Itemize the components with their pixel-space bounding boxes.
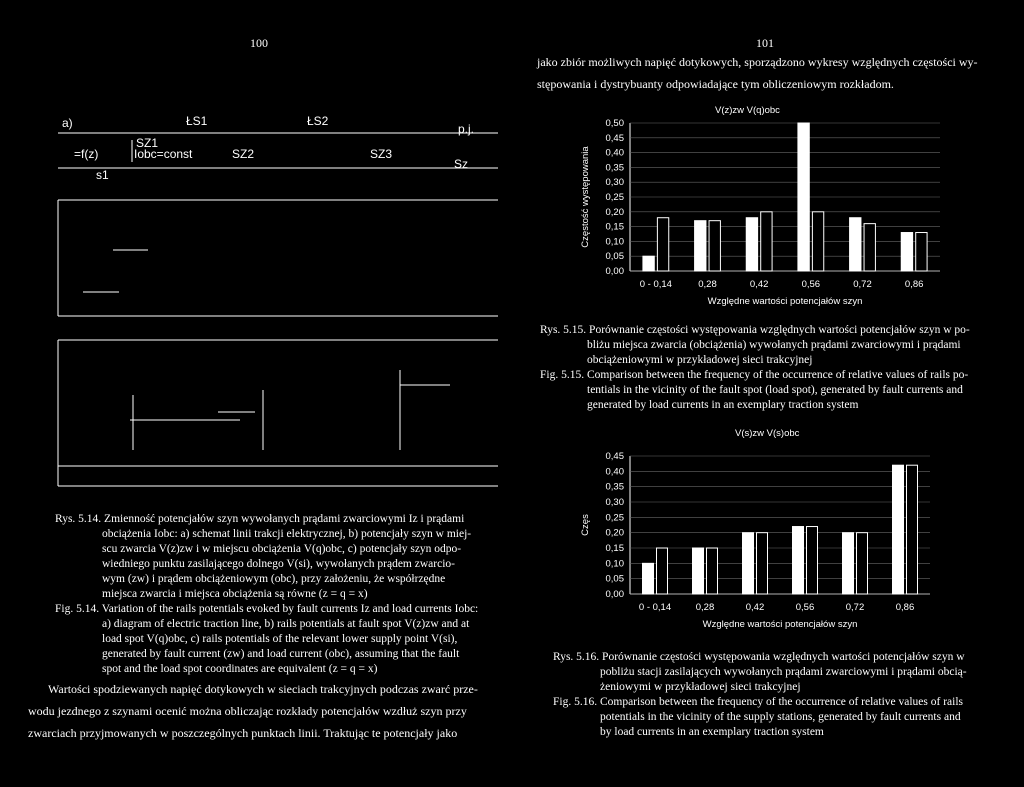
x-tick-label: 0,86 <box>904 279 924 290</box>
caption-fig-5-16: Rys. 5.16. Porównanie częstości występowania względnych wartości potencjałów szyn w pobliżu stacji zasilających wywołanych prądami zwarciowymi i prądami obcią- żeniowymi w przykładowej sieci trakcyjnej Fig. 5.16. Comparison between the frequency of the occurrence of relative values of rails potentials in the vicinity of the supply stations, generated by fault currents and by load currents in an exemplary traction system <box>553 651 967 738</box>
diagram-label-ls2: ŁS2 <box>307 114 329 128</box>
bar <box>807 527 818 594</box>
diagram-label-sz1: SZ1 <box>136 136 159 150</box>
caption-fig-5-14: Rys. 5.14. Zmienność potencjałów szyn wywołanych prądami zwarciowymi Iz i prądami obciążenia Iobc: a) schemat linii trakcji elektrycznej, b) potencjały szyn w miej- scu zwarcia V(z)zw i w miejscu obciążenia V(q)obc, c) potencjały szyn odpo- wiedniego punktu zasilającego dolnego V(si), wywołanych prądem zwarcio- wym (zw) i prądem obciążeniowym (obc), przy założeniu, że współrzędne miejsca zwarcia i miejsca obciążenia są równe (z = q = x) Fig. 5.14. Variation of the rails potentials evoked by fault currents Iz and load currents Iobc: a) diagram of electric traction line, b) rails potentials at fault spot V(z)zw and at load spot V(q)obc, c) rails potentials of the relevant lower supply point V(si), generated by fault current (zw) and load current (obc), assuming that the fault spot and the load spot coordinates are equivalent (z = q = x) <box>55 513 479 675</box>
diagram-label-iobc: Iobc=const <box>134 147 193 161</box>
diagram-label-a: a) <box>62 116 73 130</box>
y-tick-label: 0,15 <box>605 221 624 233</box>
y-tick-label: 0,25 <box>605 192 624 203</box>
legend: V(z)zw V(q)obc <box>715 105 780 116</box>
y-tick-label: 0,30 <box>605 497 624 508</box>
diagram-label-s1: s1 <box>96 168 109 182</box>
page-number-right: 101 <box>756 36 774 50</box>
x-tick-label: 0,72 <box>845 602 865 613</box>
x-tick-label: 0,28 <box>698 279 717 290</box>
y-tick-label: 0,35 <box>605 481 624 493</box>
x-axis-title: Względne wartości potencjałów szyn <box>707 296 863 307</box>
y-tick-label: 0,10 <box>605 558 624 570</box>
bar <box>843 533 854 594</box>
caption-fig-5-15: Rys. 5.15. Porównanie częstości występowania względnych wartości potencjałów szyn w po- bliżu miejsca zwarcia (obciążenia) wywołanych prądami zwarciowymi i prądami obciążeniowymi w przykładowej sieci trakcyjnej Fig. 5.15. Comparison between the frequency of the occurrence of relative values of rails po- tentials in the vicinity of the fault spot (load spot), generated by fault currents and generated by load currents in an exemplary traction system <box>540 324 970 411</box>
bar <box>757 533 768 594</box>
y-tick-label: 0,40 <box>605 147 624 159</box>
y-tick-label: 0,40 <box>605 466 624 478</box>
bar <box>743 533 754 594</box>
y-tick-label: 0,05 <box>605 573 624 585</box>
y-tick-label: 0,30 <box>605 177 624 189</box>
y-tick-label: 0,05 <box>605 251 624 263</box>
y-axis-title: Częstość występowania <box>580 146 591 248</box>
diagram-label-sz3: SZ3 <box>370 147 393 161</box>
legend: V(s)zw V(s)obc <box>735 428 800 439</box>
x-tick-label: 0,42 <box>749 279 769 290</box>
x-tick-label: 0,72 <box>853 279 872 290</box>
x-tick-label: 0 - 0,14 <box>639 279 672 290</box>
bar <box>793 527 804 594</box>
x-tick-label: 0 - 0,14 <box>638 602 672 613</box>
diagram-label-fz: =f(z) <box>74 147 99 161</box>
bar <box>857 533 868 594</box>
bar <box>907 465 918 594</box>
y-axis-title: Częs <box>580 514 591 536</box>
y-tick-label: 0,50 <box>605 118 624 129</box>
y-tick-label: 0,00 <box>605 266 624 277</box>
y-tick-label: 0,25 <box>605 512 624 524</box>
y-tick-label: 0,00 <box>605 589 624 600</box>
bar <box>707 548 718 594</box>
y-tick-label: 0,45 <box>605 451 624 462</box>
y-tick-label: 0,15 <box>605 543 624 554</box>
y-tick-label: 0,45 <box>605 132 624 144</box>
bar <box>693 548 704 594</box>
diagram-label-sz: Sz <box>454 157 469 171</box>
diagram-label-ls1: ŁS1 <box>186 114 208 128</box>
x-tick-label: 0,42 <box>745 602 765 613</box>
diagram-label-pj: p.j. <box>458 122 475 136</box>
y-tick-label: 0,20 <box>605 527 624 539</box>
x-tick-label: 0,56 <box>795 602 815 613</box>
bar <box>643 563 654 594</box>
body-text: Wartości spodziewanych napięć dotykowych w sieciach trakcyjnych podczas zwarć prze- wodu jezdnego z szynami ocenić można obliczając rozkłady potencjałów wzdłuż szyn przy zwarciach przyjmowanych w poszczególnych punktach linii. Traktując te potencjały jako <box>28 682 478 740</box>
intro-text: jako zbiór możliwych napięć dotykowych, sporządzono wykresy względnych częstości wy- stępowania i dystrybuanty odpowiadające tym obliczeniowym rozkładom. <box>537 55 978 91</box>
y-tick-label: 0,10 <box>605 236 624 248</box>
y-tick-label: 0,35 <box>605 162 624 174</box>
diagram-label-sz2: SZ2 <box>232 147 255 161</box>
page-number-left: 100 <box>250 36 268 50</box>
x-tick-label: 0,28 <box>695 602 715 613</box>
x-tick-label: 0,56 <box>801 279 821 290</box>
x-tick-label: 0,86 <box>895 602 915 613</box>
y-tick-label: 0,20 <box>605 206 624 218</box>
x-axis-title: Względne wartości potencjałów szyn <box>702 619 858 630</box>
bar <box>657 548 668 594</box>
bar <box>893 465 904 594</box>
